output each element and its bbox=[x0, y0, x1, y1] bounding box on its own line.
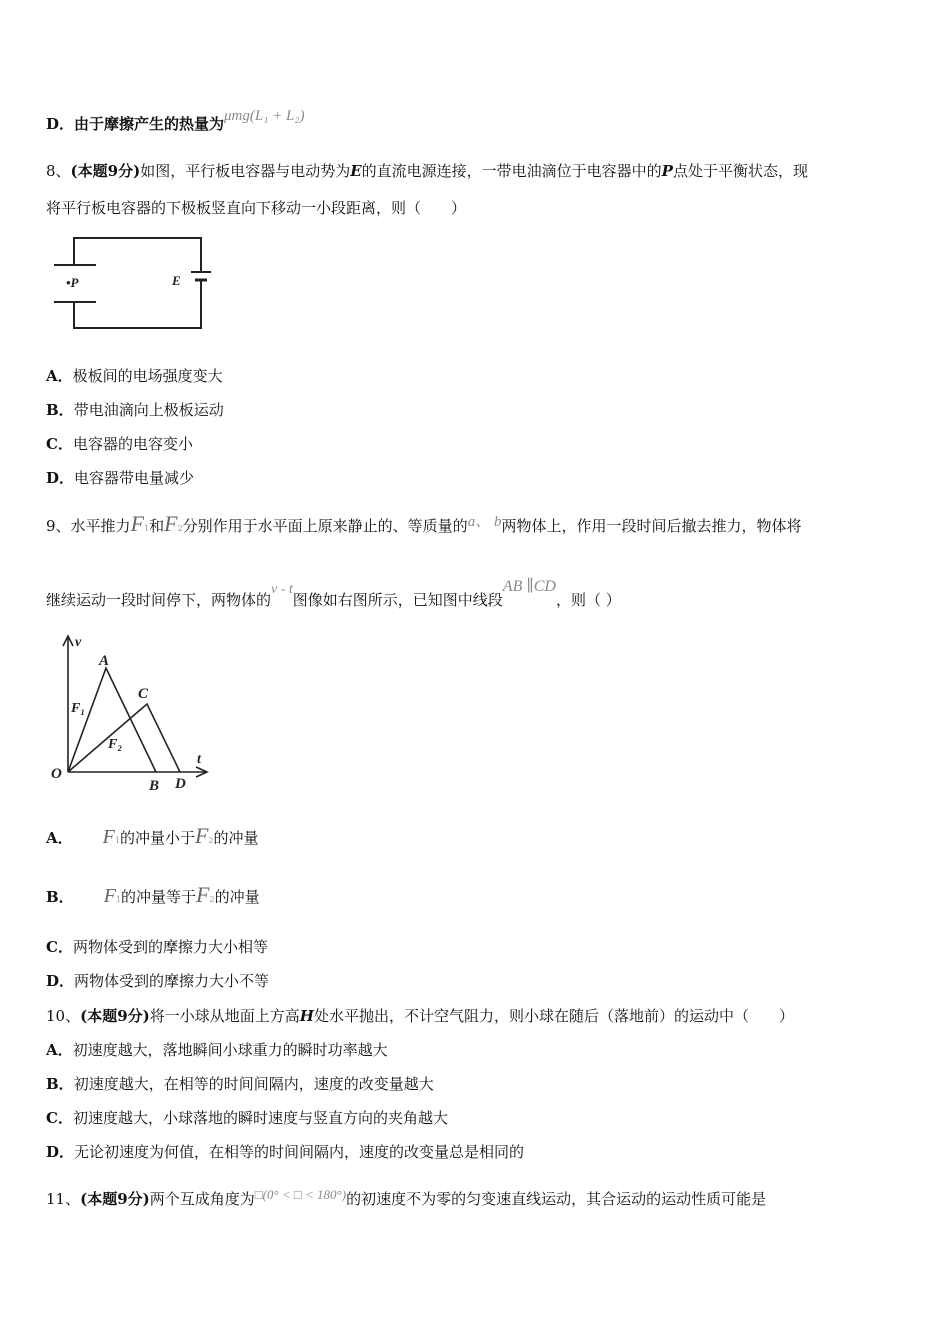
graph-label-f2: F₂ bbox=[108, 737, 123, 752]
graph-label-a: A bbox=[99, 653, 110, 669]
q11-angle-math: □(0° < □ < 180°) bbox=[254, 1187, 347, 1202]
q8-text-1: 如图，平行板电容器与电动势为 bbox=[140, 162, 351, 180]
option-text: 电容器的电容变小 bbox=[72, 435, 193, 453]
option-letter: A． bbox=[46, 1041, 73, 1059]
q9-line2-b: 图像如右图所示，已知图中线段 bbox=[292, 591, 503, 609]
option-letter: B． bbox=[46, 1075, 74, 1093]
q8-symbol-e: E bbox=[350, 162, 362, 180]
q9-vt-graph bbox=[46, 632, 216, 796]
option-letter: D． bbox=[46, 1143, 75, 1161]
q9-stem-line2 bbox=[46, 578, 621, 612]
option-letter: B． bbox=[46, 888, 74, 906]
option-letter: B． bbox=[46, 401, 74, 419]
q7-option-d-prefix: D．由于摩擦产生的热量为 bbox=[46, 115, 225, 133]
option-letter: A． bbox=[46, 829, 73, 847]
q10-stem bbox=[46, 1006, 794, 1026]
q11-number: 11、 bbox=[46, 1190, 81, 1208]
option-text-mid: 的冲量小于 bbox=[119, 829, 195, 847]
option-text: 两物体受到的摩擦力大小不等 bbox=[74, 972, 270, 990]
circuit-bottom-wire bbox=[74, 288, 201, 328]
q10-text-a: 将一小球从地面上方高 bbox=[149, 1007, 300, 1025]
q9-number: 9、 bbox=[46, 517, 71, 535]
q9-option-c[interactable] bbox=[46, 937, 268, 957]
graph-line-f1 bbox=[68, 668, 156, 772]
option-text: 带电油滴向上极板运动 bbox=[73, 401, 224, 419]
graph-label-f1: F₁ bbox=[71, 701, 86, 716]
q8-points: (本题9分) bbox=[70, 162, 141, 180]
option-letter: D． bbox=[46, 469, 75, 487]
circuit-label-p: •P bbox=[66, 275, 79, 290]
option-f1-sub: 1 bbox=[115, 895, 121, 904]
q9-ab: a、 b bbox=[467, 514, 502, 530]
option-letter: C． bbox=[46, 435, 73, 453]
q11-stem bbox=[46, 1189, 766, 1210]
option-text: 初速度越大，在相等的时间间隔内，速度的改变量越大 bbox=[73, 1075, 434, 1093]
circuit-label-e: E bbox=[172, 273, 181, 288]
q11-points: (本题9分) bbox=[80, 1190, 150, 1208]
q9-f1: F bbox=[130, 511, 145, 536]
option-f1: F bbox=[102, 826, 115, 848]
q10-option-c[interactable] bbox=[46, 1108, 448, 1128]
q8-text-2: 的直流电源连接，一带电油滴位于电容器中的 bbox=[361, 162, 662, 180]
option-letter: A． bbox=[46, 367, 73, 385]
q7-option-d-math: μmg(L₁ + L₂) bbox=[224, 108, 305, 124]
option-text: 初速度越大，落地瞬间小球重力的瞬时功率越大 bbox=[72, 1041, 388, 1059]
q9-and: 和 bbox=[149, 517, 165, 535]
q9-f2-sub: 2 bbox=[177, 524, 183, 533]
graph-label-o: O bbox=[51, 766, 62, 782]
q8-option-b[interactable] bbox=[46, 400, 224, 420]
q9-line2-c: ，则（ ） bbox=[555, 591, 621, 609]
q9-ab-cd: AB ∥CD bbox=[502, 578, 556, 595]
graph-label-c: C bbox=[138, 686, 149, 702]
option-text-end: 的冲量 bbox=[213, 829, 259, 847]
q11-text-b: 的初速度不为零的匀变速直线运动，其合运动的运动性质可能是 bbox=[346, 1190, 767, 1208]
q8-number: 8、 bbox=[46, 162, 71, 180]
option-f2-sub: 2 bbox=[209, 895, 215, 904]
q10-option-b[interactable] bbox=[46, 1074, 434, 1094]
option-text-mid: 的冲量等于 bbox=[121, 888, 197, 906]
option-f2: F bbox=[194, 823, 209, 848]
q9-text-b: 分别作用于水平面上原来静止的、等质量的 bbox=[182, 517, 468, 535]
graph-label-d: D bbox=[175, 776, 186, 792]
q7-option-d bbox=[46, 108, 305, 135]
q8-option-a[interactable] bbox=[46, 366, 223, 386]
option-f2-sub: 2 bbox=[208, 836, 214, 845]
q9-option-b[interactable] bbox=[46, 882, 260, 910]
q8-symbol-p: P bbox=[661, 162, 673, 180]
circuit-top-wire bbox=[74, 238, 201, 272]
q10-points: (本题9分) bbox=[80, 1007, 150, 1025]
q10-number: 10、 bbox=[46, 1007, 81, 1025]
option-text: 无论初速度为何值，在相等的时间间隔内，速度的改变量总是相同的 bbox=[74, 1143, 525, 1161]
option-text: 两物体受到的摩擦力大小相等 bbox=[72, 938, 268, 956]
option-text: 初速度越大，小球落地的瞬时速度与竖直方向的夹角越大 bbox=[72, 1109, 448, 1127]
q9-text-c: 两物体上，作用一段时间后撤去推力，物体将 bbox=[501, 517, 802, 535]
graph-label-b: B bbox=[149, 778, 160, 794]
q8-option-d[interactable] bbox=[46, 468, 194, 488]
q10-option-d[interactable] bbox=[46, 1142, 524, 1162]
option-f1: F bbox=[103, 885, 116, 907]
q9-vt: v - t bbox=[271, 582, 293, 597]
q11-text-a: 两个互成角度为 bbox=[149, 1190, 255, 1208]
q9-line2-a: 继续运动一段时间停下，两物体的 bbox=[46, 591, 272, 609]
q10-text-b: 处水平抛出，不计空气阻力，则小球在随后（落地前）的运动中（ ） bbox=[313, 1007, 794, 1025]
q8-stem-line2: 将平行板电容器的下极板竖直向下移动一小段距离，则（ ） bbox=[46, 199, 467, 217]
option-f2: F bbox=[196, 882, 210, 907]
option-f1-sub: 1 bbox=[114, 836, 120, 845]
option-letter: C． bbox=[46, 1109, 73, 1127]
q8-text-3: 点处于平衡状态，现 bbox=[672, 162, 808, 180]
q9-option-d[interactable] bbox=[46, 971, 269, 991]
q8-option-c[interactable] bbox=[46, 434, 193, 454]
option-text: 电容器带电量减少 bbox=[74, 469, 195, 487]
q10-symbol-h: H bbox=[299, 1007, 314, 1025]
q9-stem-line1 bbox=[46, 511, 802, 539]
q8-circuit-figure bbox=[44, 232, 216, 334]
q9-option-a[interactable] bbox=[46, 823, 259, 851]
graph-label-v: v bbox=[75, 635, 82, 650]
q8-stem-line1 bbox=[46, 161, 808, 181]
option-text: 极板间的电场强度变大 bbox=[72, 367, 223, 385]
q9-text-a: 水平推力 bbox=[70, 517, 131, 535]
option-letter: C． bbox=[46, 938, 73, 956]
q9-f2: F bbox=[164, 511, 178, 536]
option-text-end: 的冲量 bbox=[214, 888, 260, 906]
graph-label-t: t bbox=[197, 752, 201, 767]
q10-option-a[interactable] bbox=[46, 1040, 388, 1060]
q9-f1-sub: 1 bbox=[144, 524, 150, 533]
option-letter: D． bbox=[46, 972, 75, 990]
